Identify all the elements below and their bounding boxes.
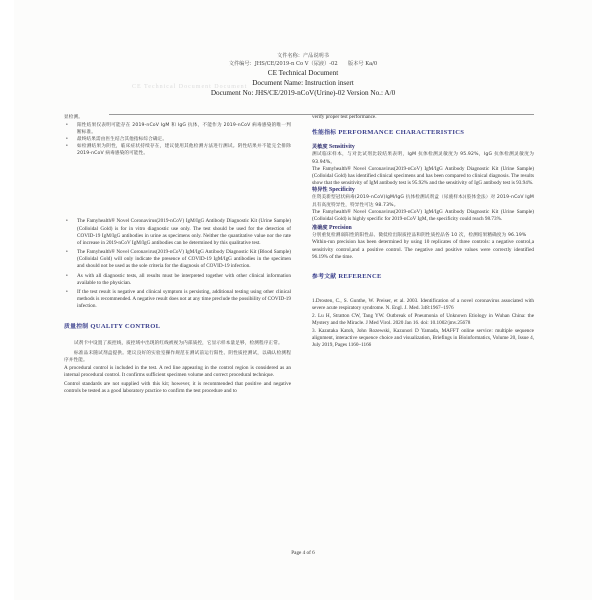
precision-heading: 准确度 Precision (312, 225, 352, 232)
sensitivity-heading: 灵敏度 Sensitivity (312, 144, 355, 151)
performance-heading: 性能指标 PERFORMANCE CHARACTERISTICS (312, 129, 465, 137)
page-number: Page 4 of 6 (291, 550, 315, 556)
specificity-text-en: The Famyhealth® Novel Coronavirus(2019-nCoV) IgM/IgG Antibody Diagnostic Kit (Urine Sample)(Colloidal Gold) is highly specific for 2019-nCoV IgM, the specificity could reach 98.73%. (312, 208, 534, 222)
continued-fragment: 显检测。 (64, 115, 83, 120)
sensitivity-text-en: The Famyhealth® Novel Coronavirus(2019-nCoV) IgM/IgG Antibody Diagnostic Kit (Urine Sample)(Colloidal Gold) has identified clinical specimens and has been compared to clinical diagnosis. The results show that the sensitivity of IgM antibody test is 95.92% and the sensitivity of IgG antibody test is 93.94%. (312, 165, 534, 187)
doc-name-en: Document Name: Instruction insert (252, 79, 354, 88)
bullet-icon: • (66, 136, 68, 142)
list-item: • 最终结果需由医生结合其他指标综合确定。 (66, 136, 168, 142)
list-item: • 阳性结果仅表明可能存在 2019-nCoV IgM 和 IgG 抗体，不能作为 2019-nCoV 病毒感染的唯一判断标准。 (66, 122, 291, 135)
reference-heading: 参考文献 REFERENCE (312, 272, 382, 280)
qc-paragraph-en-2: Control standards are not supplied with this kit; however, it is recommended that positive and negative controls be tested as a good laboratory practice to confirm the test procedure and to (64, 381, 291, 395)
reference-item: 1.Drosten, C., S. Gunthe, W. Preiser, et al. 2003. Identification of a novel coronavirus associated with severe acute respiratory syndrome. N. Engl. J. Med. 348:1967–1976 (312, 297, 534, 312)
precision-text-en: Within-run precision has been determined by using 10 replicates of three controls: a negative control,a sensitivity control,and a positive control. The negative and positive values were correctly identified 96.19% of the time. (312, 239, 534, 260)
reference-item: 2. Lu H, Stratton CW, Tang YW. Outbreak of Pneumonia of Unknown Etiology in Wuhan China: the Mystery and the Miracle. J Med Virol. 2020 Jan 16. doi: 10.1002/jmv.25678 (312, 312, 534, 326)
list-item: • As with all diagnostic tests, all results must be interpreted together with other clinical information available to the physician. (66, 272, 291, 286)
bullet-icon: • (66, 144, 68, 150)
precision-text-cn: 分别重复检测弱阳性的阳性品、微低检出限质控品和阴性质控品各 10 次，检测结果精确度为 96.19% (312, 233, 527, 239)
en-limitations-list (64, 218, 291, 310)
list-item: • The Famyhealth® Novel Coronavirus(2019-nCoV) IgM/IgG Antibody Diagnostic Kit (Blood Sample)(Colloidal Gold) will only indicate the presence of COVID-19 IgM/IgG antibodies in the specimen and should not be used as the sole criteria for the diagnosis of COVID-19 infection. (66, 249, 291, 270)
doc-number-en: Document No: JHS/CE/2019-nCoV(Urine)-02 Version No.: A/0 (210, 89, 396, 98)
bullet-icon: • (66, 122, 68, 128)
qc-paragraph-cn-1: 试剂卡中设置了质控线，质控域中出现的红线被视为内部质控，它显示样本量足够，检测程序正常。 (74, 341, 283, 347)
sensitivity-text-cn: 测试临床样本，与对比试剂比较结果表明，IgM 抗体检测灵敏度为 95.92%，IgG 抗体检测灵敏度为 93.94%。 (312, 152, 534, 165)
specificity-heading: 特异性 Specificity (312, 187, 355, 194)
cn-limitations-list (64, 122, 291, 158)
list-item: • If the test result is negative and clinical symptom is persisting, additional testing using other clinical methods is recommended. A negative result does not at any time preclude the possibility of COVID-19 infection. (66, 288, 291, 310)
document-page (14, 0, 592, 600)
doc-title-en: CE Technical Document (267, 69, 339, 77)
list-item: • 如检测结果为阴性，临床症状持续存在，建议使用其他检测方法进行测试。阴性结果并不能完全排除 2019-nCoV 病毒感染的可能性。 (66, 144, 291, 157)
qc-paragraph-en-1: A procedural control is included in the test. A red line appearing in the control region is considered as an internal procedural control. It confirms sufficient specimen volume and correct procedural technique. (64, 364, 291, 379)
doc-name-cn: 文件名称：产品说明书 (277, 53, 329, 59)
list-item: • The Famyhealth® Novel Coronavirus(2019-nCoV) IgM/IgG Antibody Diagnostic Kit (Urine Sample)(Colloidal Gold) is for in vitro diagnostic use only. The test should be used for the detection of COVID-19 IgM/IgG antibodies in urine as specimens only. Neither the quantitative value nor the rate of increase in 2019-nCoV IgM/IgG antibodies can be determined by this qualitative test. (66, 218, 291, 246)
document-header (14, 53, 592, 99)
bullet-icon: • (66, 219, 68, 225)
doc-number-cn: 文件编号：JHS/CE/2019-n Co V（尿液）-02 版本号 Ka/0 (228, 61, 378, 67)
quality-control-heading: 质量控制 QUALITY CONTROL (64, 323, 161, 331)
reference-item: 3. Kazutaka Katoh, John Rozewski, Kazunori D Yamada, MAFFT online service: multiple sequence alignment, interactive sequence choice and visualization, Briefings in Bioinformatics, Volume 20, Issue 4, July 2019, Pages 1160–1166 (312, 327, 534, 348)
bullet-icon: • (66, 273, 68, 279)
right-column (312, 114, 534, 349)
continued-fragment: verify proper test performance. (312, 114, 377, 120)
bleed-through-text: CE Technical Document Document (132, 84, 248, 90)
bullet-icon: • (66, 289, 68, 295)
specificity-text-cn: 住资美新型冠状病毒(2019-nCoV)IgM/IgG 抗体检测试剂盒（尿液样本)(胶体金法）对 2019-nCoV IgM 具有高度特异性，特异性可达 98.73%。 (312, 195, 534, 208)
left-column (64, 114, 291, 396)
qc-paragraph-cn-2: 标准品未随试剂盒提供。建议良好的实验室操作规范在测试前运行阳性、阴性质控测试，以确认检测程序并性能。 (64, 350, 291, 363)
bullet-icon: • (66, 250, 68, 256)
